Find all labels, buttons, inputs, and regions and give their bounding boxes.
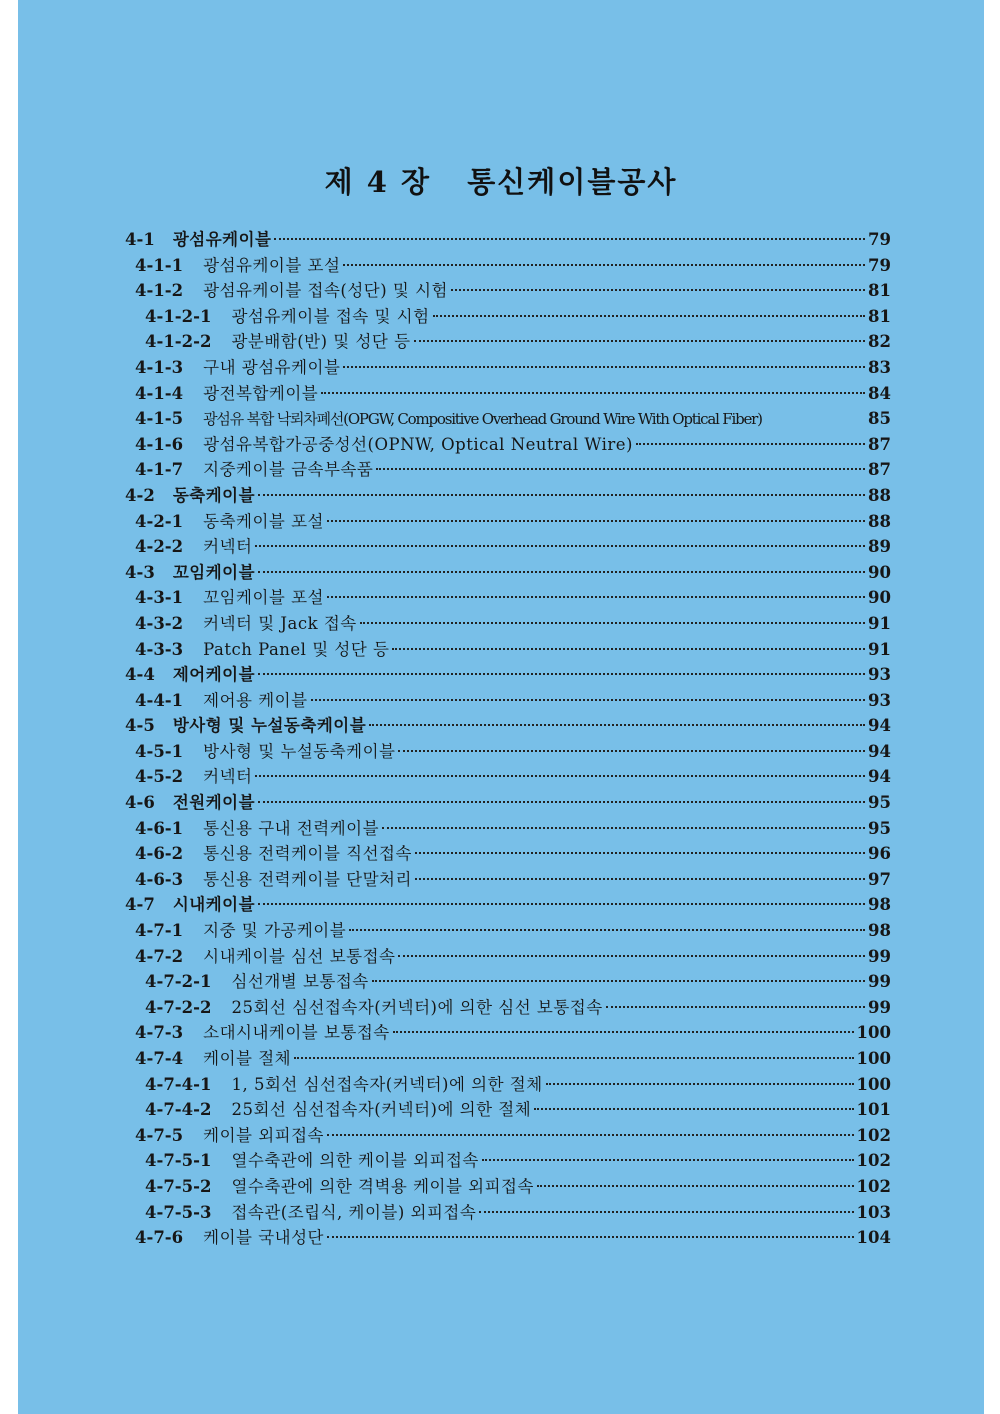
toc-entry[interactable] [125,381,891,407]
dot-leader [311,699,866,701]
toc-entry-page-number: 90 [868,562,891,582]
toc-entry[interactable] [125,1200,891,1226]
toc-entry[interactable] [125,892,891,918]
toc-entry-number: 4-7-2-1 [145,972,212,992]
toc-entry-page-number: 84 [868,383,891,403]
toc-entry[interactable] [125,918,891,944]
toc-entry-title: 접속관(조립식, 케이블) 외피접속 [231,1202,477,1222]
toc-entry-number: 4-1-6 [135,434,184,454]
toc-entry-title: 케이블 절체 [203,1049,292,1068]
toc-entry-number: 4-3 [125,562,155,582]
toc-entry-page-number: 85 [868,409,891,429]
toc-entry-title: 광섬유케이블 [172,230,272,249]
toc-entry[interactable] [125,483,891,509]
dot-leader [294,1057,853,1059]
toc-entry-number: 4-7-5-1 [145,1151,212,1171]
toc-entry[interactable] [125,611,891,637]
toc-entry[interactable] [125,637,891,663]
toc-entry-title: 통신용 전력케이블 직선접속 [203,844,412,864]
toc-entry-number: 4-7-3 [135,1023,184,1043]
toc-entry-number: 4-7-4-1 [145,1074,212,1094]
toc-entry-number: 4-3-1 [135,588,184,608]
toc-entry-title: 구내 광섬유케이블 [203,357,341,377]
toc-entry-title: 제어케이블 [172,665,256,685]
toc-entry-page-number: 94 [868,741,891,761]
toc-entry-page-number: 96 [868,844,891,864]
toc-entry-number: 4-2-1 [135,511,184,531]
toc-entry[interactable] [125,509,891,535]
toc-entry-title: 통신용 구내 전력케이블 [203,818,380,838]
toc-entry-title: 열수축관에 의한 케이블 외피접속 [231,1151,479,1171]
toc-entry[interactable] [125,227,891,253]
dot-leader [414,340,866,342]
toc-entry-title: 커넥터 및 Jack 접속 [203,613,357,633]
toc-entry-number: 4-6-3 [135,869,184,889]
toc-entry-page-number: 90 [868,588,891,608]
toc-entry-title: 커넥터 [203,537,253,557]
toc-entry-title: 열수축관에 의한 격벽용 케이블 외피접속 [231,1176,534,1196]
toc-entry[interactable] [125,1020,891,1046]
toc-entry-number: 4-6-2 [135,844,184,864]
toc-entry-page-number: 98 [868,921,891,941]
toc-entry-title: 1, 5회선 심선접속자(커넥터)에 의한 절체 [231,1074,543,1094]
toc-entry-number: 4-5 [125,716,155,736]
toc-entry[interactable] [125,1174,891,1200]
toc-entry-number: 4-5-1 [135,741,184,761]
toc-entry-page-number: 82 [868,332,891,352]
toc-entry-number: 4-2-2 [135,537,184,557]
toc-entry-number: 4-6 [125,793,155,813]
toc-entry-title: 커넥터 [203,767,253,787]
dot-leader [255,775,865,777]
toc-entry[interactable] [125,1123,891,1149]
toc-entry-title: 방사형 및 누설동축케이블 [203,741,396,761]
toc-entry-number: 4-7-2 [135,946,184,966]
toc-entry-number: 4-1-2-1 [145,306,212,326]
toc-entry-page-number: 91 [868,613,891,633]
toc-entry-number: 4-1-7 [135,460,184,480]
toc-entry-title: 광섬유케이블 접속(성단) 및 시험 [203,281,448,301]
dot-leader [258,903,865,905]
toc-entry-number: 4-2 [125,485,155,505]
dot-leader [415,852,865,854]
dot-leader [415,878,865,880]
toc-entry-number: 4-7-4 [135,1049,184,1068]
dot-leader [258,801,865,803]
toc-entry[interactable] [125,1225,891,1251]
toc-entry-title: 시내케이블 [172,895,256,915]
dot-leader [321,392,865,394]
toc-entry[interactable] [125,253,891,279]
dot-leader [376,468,865,470]
dot-leader [393,1031,854,1033]
toc-entry[interactable] [125,764,891,790]
toc-entry-page-number: 87 [868,434,891,454]
toc-entry[interactable] [125,406,891,432]
toc-entry-title: 광전복합케이블 [203,383,319,403]
toc-entry-page-number: 87 [868,460,891,480]
toc-entry-title: 시내케이블 심선 보통접속 [203,946,396,966]
toc-entry[interactable] [125,841,891,867]
toc-entry[interactable] [125,867,891,893]
toc-entry-page-number: 104 [856,1228,891,1248]
toc-entry-title: 제어용 케이블 [203,690,308,710]
toc-entry-number: 4-7-5-3 [145,1202,212,1222]
toc-entry-title: 동축케이블 [172,485,256,505]
toc-entry-number: 4-7-5 [135,1125,184,1145]
dot-leader [327,520,865,522]
toc-entry-number: 4-7-6 [135,1228,184,1248]
toc-entry[interactable] [125,432,891,458]
toc-entry-number: 4-7-2-2 [145,997,212,1017]
dot-leader [255,545,865,547]
toc-entry-title: 광섬유 복합 낙뢰차폐선(OPGW, Compositive Overhead Ground Wire With Optical Fiber) [203,410,762,429]
toc-entry-page-number: 99 [868,946,891,966]
dot-leader [433,315,865,317]
toc-entry-page-number: 98 [868,895,891,915]
toc-entry-number: 4-7-5-2 [145,1176,212,1196]
toc-entry-page-number: 102 [856,1176,891,1196]
toc-entry-page-number: 83 [868,357,891,377]
toc-entry-page-number: 88 [868,511,891,531]
toc-entry-title: 광분배함(반) 및 성단 등 [231,332,411,352]
dot-leader [258,571,865,573]
toc-entry-page-number: 81 [868,306,891,326]
toc-entry[interactable] [125,1072,891,1098]
dot-leader [274,238,865,240]
toc-entry[interactable] [125,1097,891,1123]
toc-entry[interactable] [125,713,891,739]
dot-leader [369,724,865,726]
toc-entry[interactable] [125,329,891,355]
toc-entry-number: 4-1-2 [135,281,184,301]
dot-leader [327,1134,854,1136]
dot-leader [479,1211,853,1213]
toc-entry-title: 지중 및 가공케이블 [203,921,347,941]
toc-entry-page-number: 101 [856,1100,891,1120]
dot-leader [537,1185,854,1187]
chapter-title: 제 4 장 통신케이블공사 [324,165,678,199]
toc-entry-page-number: 94 [868,716,891,736]
dot-leader [392,648,865,650]
toc-entry-number: 4-1 [125,230,155,249]
toc-entry-page-number: 99 [868,972,891,992]
toc-entry-title: 케이블 외피접속 [203,1125,324,1145]
toc-entry[interactable] [125,944,891,970]
toc-entry-page-number: 102 [856,1151,891,1171]
toc-entry-page-number: 100 [856,1049,891,1068]
dot-leader [343,264,865,266]
toc-entry-page-number: 95 [868,818,891,838]
toc-entry-page-number: 95 [868,793,891,813]
toc-entry-title: 동축케이블 포설 [203,511,324,531]
toc-entry-title: 광섬유케이블 포설 [203,255,341,275]
toc-entry-title: 심선개별 보통접속 [231,972,369,992]
toc-entry-title: 통신용 전력케이블 단말처리 [203,869,412,889]
toc-entry-page-number: 81 [868,281,891,301]
toc-entry[interactable] [125,662,891,688]
toc-entry-number: 4-1-5 [135,409,184,429]
dot-leader [398,750,865,752]
toc-entry[interactable] [125,585,891,611]
dot-leader [382,827,865,829]
toc-entry[interactable] [125,560,891,586]
dot-leader [482,1159,854,1161]
toc-entry-page-number: 94 [868,767,891,787]
toc-entry-page-number: 91 [868,639,891,659]
toc-entry-page-number: 93 [868,690,891,710]
toc-entry-number: 4-4 [125,665,155,685]
toc-entry[interactable] [125,969,891,995]
dot-leader [398,955,865,957]
dot-leader [258,494,865,496]
toc-entry-number: 4-1-3 [135,357,184,377]
dot-leader [534,1108,853,1110]
toc-entry-number: 4-6-1 [135,818,184,838]
toc-entry-page-number: 79 [868,255,891,275]
toc-entry-number: 4-4-1 [135,690,184,710]
toc-entry[interactable] [125,457,891,483]
toc-entry-page-number: 99 [868,997,891,1017]
toc-entry[interactable] [125,816,891,842]
toc-entry-title: 꼬임케이블 [172,562,256,582]
toc-entry-number: 4-5-2 [135,767,184,787]
toc-entry-page-number: 79 [868,230,891,249]
toc-entry[interactable] [125,355,891,381]
toc-entry[interactable] [125,790,891,816]
toc-entry-number: 4-7-4-2 [145,1100,212,1120]
dot-leader [360,622,865,624]
toc-entry-page-number: 93 [868,665,891,685]
toc-entry-number: 4-3-3 [135,639,184,659]
page [18,0,984,1414]
toc-entry-number: 4-3-2 [135,613,184,633]
toc-entry-number: 4-1-1 [135,255,184,275]
toc-entry-number: 4-7 [125,895,155,915]
toc-entry[interactable] [125,278,891,304]
dot-leader [372,980,865,982]
toc-entry-page-number: 89 [868,537,891,557]
dot-leader [636,443,865,445]
toc-entry-page-number: 97 [868,869,891,889]
dot-leader [343,366,865,368]
toc-entry[interactable] [125,688,891,714]
toc-entry-title: 전원케이블 [172,793,256,813]
toc-entry[interactable] [125,1148,891,1174]
dot-leader [606,1006,865,1008]
toc-entry-title: 지중케이블 금속부속품 [203,460,374,480]
toc-entry[interactable] [125,1046,891,1072]
toc-entry-title: 광섬유케이블 접속 및 시험 [231,306,430,326]
toc-entry-page-number: 88 [868,485,891,505]
toc-entry-number: 4-1-4 [135,383,184,403]
dot-leader [451,289,865,291]
toc-entry-title: 25회선 심선접속자(커넥터)에 의한 심선 보통접속 [231,997,603,1017]
dot-leader [327,596,865,598]
toc-entry[interactable] [125,534,891,560]
toc-entry-number: 4-7-1 [135,921,184,941]
toc-entry-page-number: 100 [856,1074,891,1094]
toc-entry-page-number: 103 [856,1202,891,1222]
toc-entry-page-number: 100 [856,1023,891,1043]
toc-entry-number: 4-1-2-2 [145,332,212,352]
dot-leader [546,1083,854,1085]
toc-entry[interactable] [125,739,891,765]
table-of-contents [125,227,891,1251]
dot-leader [327,1236,854,1238]
toc-entry-title: 소대시내케이블 보통접속 [203,1023,390,1043]
dot-leader [258,673,865,675]
toc-entry-title: 25회선 심선접속자(커넥터)에 의한 절체 [231,1100,532,1120]
toc-entry-title: 꼬임케이블 포설 [203,588,324,608]
toc-entry[interactable] [125,995,891,1021]
dot-leader [349,929,865,931]
toc-entry-title: 케이블 국내성단 [203,1228,324,1248]
toc-entry-title: 방사형 및 누설동축케이블 [172,716,367,736]
toc-entry-page-number: 102 [856,1125,891,1145]
toc-entry-title: Patch Panel 및 성단 등 [203,639,390,659]
toc-entry-title: 광섬유복합가공중성선(OPNW, Optical Neutral Wire) [203,434,633,454]
toc-entry[interactable] [125,304,891,330]
